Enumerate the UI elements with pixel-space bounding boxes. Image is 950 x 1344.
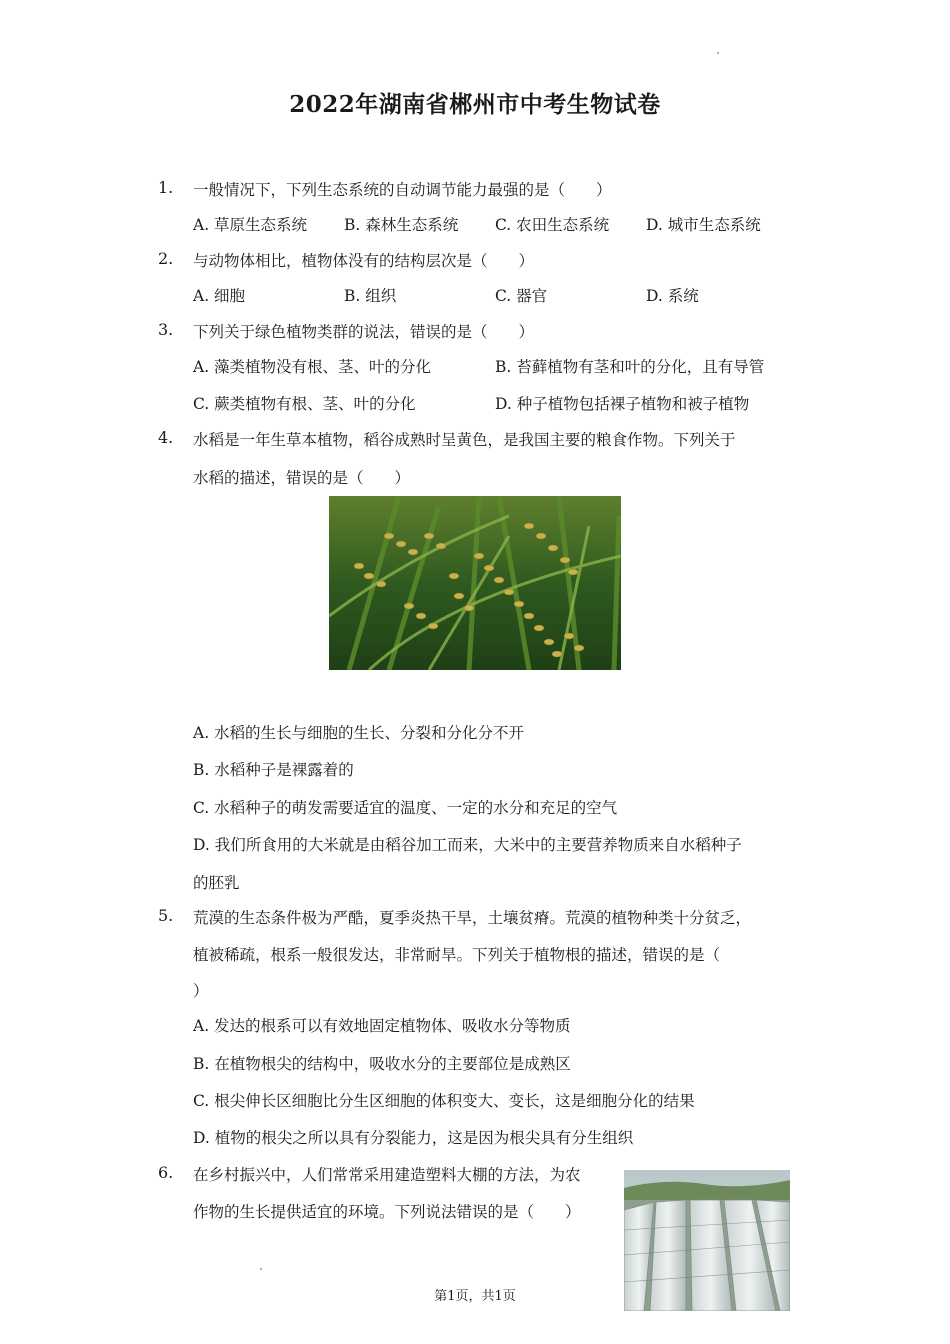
question-number: 1. xyxy=(158,178,174,197)
option-d: D. 植物的根尖之所以具有分裂能力，这是因为根尖具有分生组织 xyxy=(193,1129,634,1147)
page-title: 2022年湖南省郴州市中考生物试卷 xyxy=(289,91,661,118)
option-b: B. 在植物根尖的结构中，吸收水分的主要部位是成熟区 xyxy=(193,1055,571,1073)
scan-speck xyxy=(717,52,719,54)
option-d: D. 系统 xyxy=(646,287,699,305)
option-c: C. 水稻种子的萌发需要适宜的温度、一定的水分和充足的空气 xyxy=(193,799,618,817)
option-b: B. 苔藓植物有茎和叶的分化，且有导管 xyxy=(495,358,765,376)
question-stem: 作物的生长提供适宜的环境。下列说法错误的是（ ） xyxy=(193,1203,581,1221)
question-number: 6. xyxy=(158,1163,174,1182)
question-stem: 与动物体相比，植物体没有的结构层次是（ ） xyxy=(193,252,535,270)
option-b: B. 水稻种子是裸露着的 xyxy=(193,761,354,779)
question-stem: 下列关于绿色植物类群的说法，错误的是（ ） xyxy=(193,323,535,341)
question-number: 4. xyxy=(158,428,174,447)
question-stem: 植被稀疏，根系一般很发达，非常耐旱。下列关于植物根的描述，错误的是（ xyxy=(193,946,721,964)
option-c: C. 器官 xyxy=(495,287,548,305)
question-number: 5. xyxy=(158,906,174,925)
option-a: A. 水稻的生长与细胞的生长、分裂和分化分不开 xyxy=(193,724,525,742)
question-number: 3. xyxy=(158,320,174,339)
option-b: B. 组织 xyxy=(344,287,397,305)
question-stem: 水稻的描述，错误的是（ ） xyxy=(193,469,411,487)
option-d: D. 城市生态系统 xyxy=(646,216,761,234)
question-stem: 水稻是一年生草本植物，稻谷成熟时呈黄色，是我国主要的粮食作物。下列关于 xyxy=(193,431,736,449)
option-a: A. 藻类植物没有根、茎、叶的分化 xyxy=(193,358,432,376)
question-stem: 一般情况下，下列生态系统的自动调节能力最强的是（ ） xyxy=(193,181,612,199)
question-stem: 荒漠的生态条件极为严酷，夏季炎热干旱，土壤贫瘠。荒漠的植物种类十分贫乏， xyxy=(193,909,752,927)
scan-speck xyxy=(260,1268,262,1270)
option-c: C. 根尖伸长区细胞比分生区细胞的体积变大、变长，这是细胞分化的结果 xyxy=(193,1092,695,1110)
question-number: 2. xyxy=(158,249,174,268)
page-footer: 第1页，共1页 xyxy=(434,1289,516,1304)
question-stem: ） xyxy=(193,982,209,1000)
question-stem: 在乡村振兴中，人们常常采用建造塑料大棚的方法，为农 xyxy=(193,1166,581,1184)
option-d-continued: 的胚乳 xyxy=(193,874,240,892)
rice-photo xyxy=(329,496,621,670)
option-c: C. 蕨类植物有根、茎、叶的分化 xyxy=(193,395,416,413)
option-d: D. 种子植物包括裸子植物和被子植物 xyxy=(495,395,750,413)
option-b: B. 森林生态系统 xyxy=(344,216,459,234)
option-a: A. 草原生态系统 xyxy=(193,216,308,234)
option-a: A. 发达的根系可以有效地固定植物体、吸收水分等物质 xyxy=(193,1017,571,1035)
option-c: C. 农田生态系统 xyxy=(495,216,610,234)
option-d: D. 我们所食用的大米就是由稻谷加工而来，大米中的主要营养物质来自水稻种子 xyxy=(193,836,742,854)
option-a: A. 细胞 xyxy=(193,287,246,305)
